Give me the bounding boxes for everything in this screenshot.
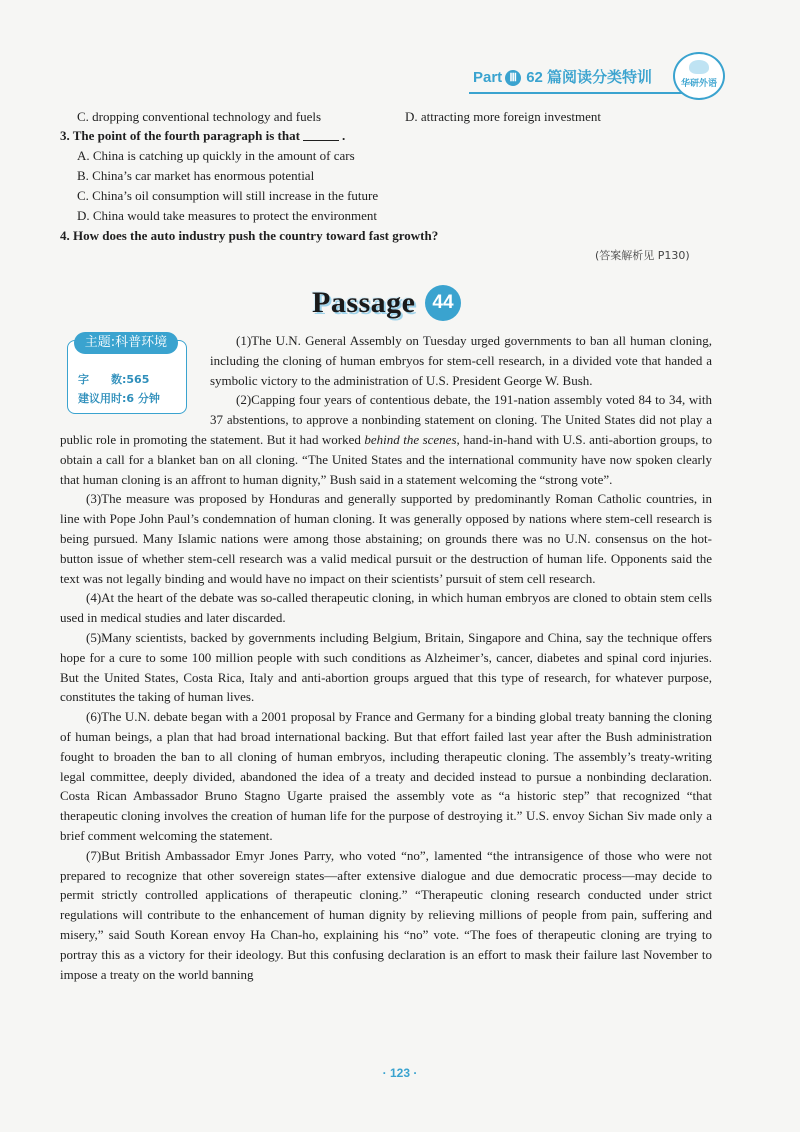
paragraph-6: (6)The U.N. debate began with a 2001 proposal by France and Germany for a binding global treaty banning the cloning of human beings, a plan that had broad international backing. But that effort failed last year after the Bush administration fought to broaden the ban to all cloning of human embryos, including therapeutic cloning. The assembly’s treaty-writing legal committee, deeply divided, abandoned the idea of a treaty and decided instead to pursue a nonbinding declaration. Costa Rican Ambassador Bruno Stagno Ugarte praised the assembly vote as “a historic step” that recognized “that therapeutic cloning involves the creation of human life for the purpose of destroying it.” U.S. envoy Sichan Siv made only a brief comment welcoming the statement. xyxy=(60,709,712,843)
header-title xyxy=(473,66,652,87)
question-3-blank xyxy=(303,128,339,141)
paragraph-2-text: (2)Capping four years of contentious debate, the 191-nation assembly voted 84 to 34, with 37 abstentions, to approve a nonbinding statement on cloning. The United States did not play a public role in promoting the statement. But it had worked behind the scenes, hand-in-hand with U.S. anti-abortion groups, to obtain a call for a blanket ban on all cloning. “The United States and the international community have now spoken clearly that human cloning is an affront to human dignity,” Bush said in a statement welcoming the “strong vote”. xyxy=(60,392,713,487)
italic-phrase: behind the scenes xyxy=(364,431,457,447)
page-number: · 123 · xyxy=(382,1066,418,1080)
q3-option-d: D. China would take measures to protect the environment xyxy=(77,208,378,223)
q3-option-a: A. China is catching up quickly in the amount of cars xyxy=(77,148,355,163)
part-label: Part xyxy=(473,69,503,86)
passage-title: Passage xyxy=(312,286,416,319)
q3-option-c: C. China’s oil consumption will still increase in the future xyxy=(77,188,379,203)
publisher-logo xyxy=(673,52,725,100)
part-numeral-badge: Ⅲ xyxy=(505,70,521,86)
theme-label: 主题:科普环境 xyxy=(74,332,178,354)
paragraph-5: (5)Many scientists, backed by governments including Belgium, Britain, Singapore and China, say the technique offers hope for a cure to some 100 million people with such conditions as Alzheimer’s, cancer, diabetes and spinal cord injuries. But the United States, Costa Rica, Italy and anti-abortion groups argued that this type of research, for whatever purpose, constitutes the taking of human lives. xyxy=(60,629,712,705)
q3-option-b: B. China’s car market has enormous potential xyxy=(77,168,315,183)
suggested-time: 建议用时:6 分钟 xyxy=(78,392,160,405)
paragraph-3: (3)The measure was proposed by Honduras and generally supported by predominantly Roman Catholic countries, in line with Pope John Paul’s condemnation of human cloning. It was generally opposed by nations where stem-cell research is being pursued. Many Islamic nations were among those abstaining; on grounds there was no U.N. consensus on the hot-button issue of whether stem-cell research was a valid medical pursuit or the destruction of human life. Opponents said the text was not legally binding and would have no impact on their scientists’ pursuit of stem cell research. xyxy=(60,491,712,586)
passage-body xyxy=(60,331,712,984)
paragraph-7: (7)But British Ambassador Emyr Jones Parry, who voted “no”, lamented “the intransigence of those who were not prepared to recognize that other sovereign states—after extensive dialogue and due democratic process—may decide to permit strictly controlled applications of therapeutic cloning.” “Therapeutic cloning research conducted under strict regulations will contribute to the enhancement of human dignity by relieving millions of people from pain, suffering and misery,” said South Korean envoy Ha Chan-ho, explaining his “no” vote. “The foes of therapeutic cloning are trying to portray this as a victory for their ideology. But this confusing declaration is an effort to mask their failure last November to impose a treaty on the world banning xyxy=(60,847,712,982)
logo-text: 华研外语 xyxy=(680,79,717,89)
question-3-text: 3. The point of the fourth paragraph is that xyxy=(60,128,300,143)
header-underline xyxy=(469,92,707,94)
prev-option-c: C. dropping conventional technology and fuels xyxy=(77,109,322,124)
question-3 xyxy=(60,127,345,145)
question-4: 4. How does the auto industry push the country toward fast growth? xyxy=(60,228,439,243)
section-title: 62 篇阅读分类特训 xyxy=(526,69,653,86)
logo-mascot-icon xyxy=(689,60,709,74)
theme-box-spacer xyxy=(60,331,210,411)
prev-option-d: D. attracting more foreign investment xyxy=(405,109,602,124)
question-3-end: . xyxy=(341,128,346,143)
passage-number-badge: 44 xyxy=(425,285,461,321)
answer-reference: (答案解析见 P130) xyxy=(595,249,690,262)
word-count: 字 数:565 xyxy=(78,373,150,386)
paragraph-1: (1)The U.N. General Assembly on Tuesday urged governments to ban all human cloning, including the cloning of human embryos for stem-cell research, in a divided vote that handed a symbolic victory to the administration of U.S. President George W. Bush. xyxy=(210,333,712,388)
paragraph-4: (4)At the heart of the debate was so-called therapeutic cloning, in which human embryos are cloned to obtain stem cells used in medical studies and later discarded. xyxy=(60,590,712,626)
page-header xyxy=(455,52,765,100)
